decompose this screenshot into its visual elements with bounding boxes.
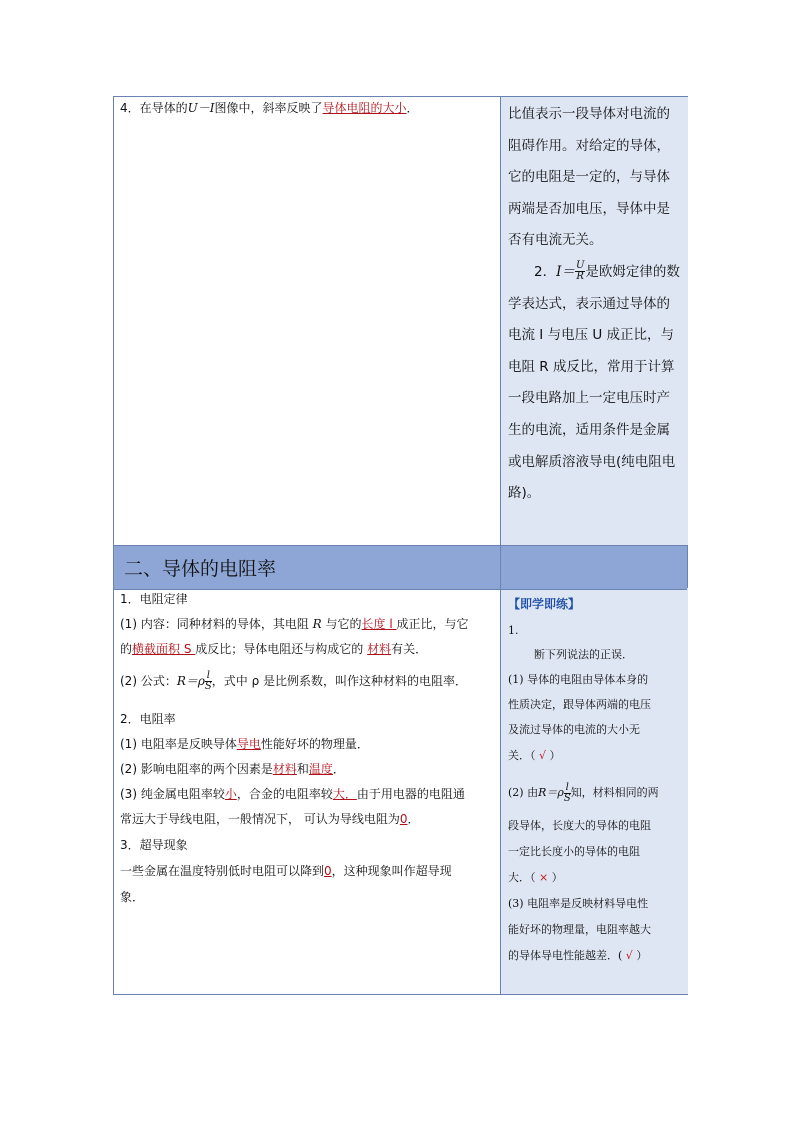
- heading-resistivity: 2．电阻率: [120, 712, 176, 726]
- item4-prefix: 4．在导体的: [120, 101, 188, 115]
- text: 成正比，与它: [396, 617, 469, 631]
- text: (1) 内容：同种材料的导体，其电阻: [120, 617, 309, 631]
- q2-formula-line: [508, 781, 659, 805]
- answer-conductive: 导电: [236, 737, 261, 751]
- fraction-denominator: S: [563, 792, 571, 804]
- answer-length: 长度 l: [361, 617, 397, 631]
- text: ，式中 ρ 是比例系数，叫作这种材料的电阻率．: [211, 674, 468, 688]
- point2-prefix: 2．: [534, 263, 557, 280]
- text: ）: [636, 949, 648, 962]
- point2-suffix: 是欧姆定律的数: [585, 263, 680, 280]
- note-line: 阻碍作用。对给定的导体，: [508, 137, 670, 154]
- resistivity-line4: [120, 811, 419, 827]
- note-line: 它的电阻是一定的，与导体: [508, 169, 670, 186]
- law-content-line1: [120, 616, 469, 632]
- text: 性能好坏的物理量．: [260, 737, 369, 751]
- item4-end: ．: [406, 101, 419, 115]
- fraction-numerator: U: [575, 260, 585, 272]
- heading-superconductivity: 3．超导现象: [120, 838, 188, 852]
- formula-fraction: [205, 671, 212, 692]
- text: 的: [120, 642, 133, 656]
- note-line: 否有电流无关。: [508, 232, 603, 249]
- text: 有关．: [391, 642, 428, 656]
- item4-mid: 图像中，斜率反映了: [214, 101, 323, 115]
- law-content-line2: [120, 641, 427, 657]
- q1-line: (1) 导体的电阻由导体本身的: [508, 673, 649, 686]
- text: (3) 纯金属电阻率较: [120, 787, 225, 801]
- section-header: [114, 545, 687, 590]
- answer-small: 小: [224, 787, 237, 801]
- note-line: 生的电流，适用条件是金属: [508, 421, 670, 438]
- note-line: 或电解质溶液导电(纯电阻电: [508, 453, 676, 470]
- point2-var: I＝: [556, 263, 575, 280]
- fraction-numerator: l: [565, 781, 569, 793]
- text: 一些金属在温度特别低时电阻可以降到: [120, 864, 325, 878]
- q2-line: 段导体，长度大的导体的电阻: [508, 819, 651, 832]
- note-line: 电流 I 与电压 U 成正比，与: [508, 327, 675, 344]
- text: ）: [549, 749, 561, 762]
- q3-line: (3) 电阻率是反映材料导电性: [508, 897, 649, 910]
- formula-line: [120, 669, 467, 693]
- answer-zero: 0: [324, 864, 332, 878]
- text: ．: [407, 812, 420, 826]
- text: 与它的: [325, 617, 362, 631]
- question-number: 1.: [508, 624, 519, 637]
- resistivity-line3: [120, 786, 465, 802]
- resistivity-line1: [120, 736, 369, 752]
- answer-material: 材料: [272, 762, 297, 776]
- cross-mark: ×: [539, 871, 549, 884]
- text: 大．（: [508, 871, 536, 884]
- answer-material: 材料: [367, 642, 392, 656]
- notes-table: [113, 96, 688, 995]
- text: ．: [332, 762, 345, 776]
- answer-area: 横截面积 S: [132, 642, 196, 656]
- fraction-numerator: l: [206, 670, 210, 681]
- fraction-denominator: S: [204, 681, 212, 692]
- q2-line: 一定比长度小的导体的电阻: [508, 845, 640, 858]
- formula: R＝ρ: [538, 786, 564, 799]
- q1-answer-line: [508, 749, 561, 763]
- note-line: 两端是否加电压，导体中是: [508, 200, 670, 217]
- check-mark: √: [625, 949, 633, 962]
- answer-temperature: 温度: [308, 762, 333, 776]
- text: ，合金的电阻率较: [236, 787, 333, 801]
- question-lead: 断下列说法的正误．: [534, 648, 633, 661]
- note-line: 一段电路加上一定电压时产: [508, 390, 670, 407]
- text: 知，材料相同的两: [570, 786, 659, 799]
- text: 的导体导电性能越差．(: [508, 949, 623, 962]
- text: 常远大于导线电阻，一般情况下， 可认为导线电阻为: [120, 812, 400, 826]
- ohm-fraction: [575, 261, 585, 282]
- q2-answer-line: [508, 871, 563, 885]
- header-divider: [500, 546, 501, 589]
- resistivity-line2: [120, 761, 345, 777]
- text: (2) 由: [508, 786, 539, 799]
- check-mark: √: [539, 749, 547, 762]
- item4-graph: U－I: [187, 101, 215, 115]
- text: 由于用电器的电阻通: [356, 787, 465, 801]
- text: ，这种现象叫作超导现: [331, 864, 452, 878]
- top-right-notes: [508, 99, 684, 510]
- text: ）: [551, 871, 563, 884]
- var-r: R: [308, 617, 326, 631]
- item-4: [120, 100, 419, 116]
- answer-zero: 0: [399, 812, 408, 826]
- note-line: 比值表示一段导体对电流的: [508, 106, 670, 122]
- q3-line: 能好坏的物理量，电阻率越大: [508, 923, 651, 936]
- section-title: 二、导体的电阻率: [124, 558, 277, 580]
- text: 和: [296, 762, 309, 776]
- item4-answer: 导体电阻的大小: [322, 101, 407, 115]
- note-line: 电阻 R 成反比，常用于计算: [508, 358, 675, 375]
- fraction-denominator: R: [576, 271, 584, 283]
- text: 关．（: [508, 749, 536, 762]
- practice-title: 【即学即练】: [508, 597, 581, 611]
- q3-answer-line: [508, 949, 647, 963]
- superconductivity-line1: [120, 863, 452, 879]
- q2-fraction: [564, 783, 571, 804]
- heading-resistance-law: 1．电阻定律: [120, 592, 188, 606]
- note-line: 路)。: [508, 485, 541, 502]
- note-line: 学表达式，表示通过导体的: [508, 295, 670, 312]
- formula: R＝ρ: [176, 674, 205, 688]
- q1-line: 性质决定，跟导体两端的电压: [508, 698, 651, 711]
- text: (2) 影响电阻率的两个因素是: [120, 762, 273, 776]
- ohm-law-line: [508, 257, 684, 289]
- text: (1) 电阻率是反映导体: [120, 737, 237, 751]
- q1-line: 及流过导体的电流的大小无: [508, 723, 640, 736]
- superconductivity-line2: 象．: [120, 890, 145, 904]
- text: 成反比；导体电阻还与构成它的: [195, 642, 364, 656]
- answer-large: 大．: [332, 787, 357, 801]
- text: (2) 公式：: [120, 674, 177, 688]
